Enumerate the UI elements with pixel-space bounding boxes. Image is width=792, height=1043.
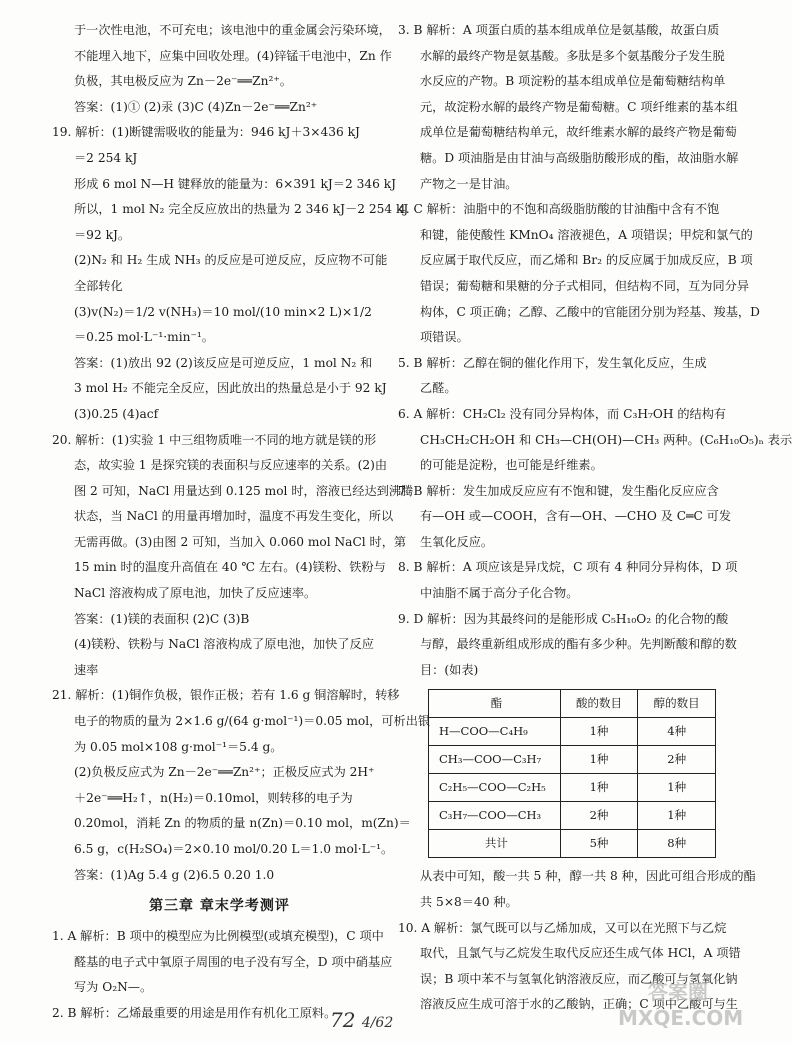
text-line: ＋2e⁻══H₂↑，n(H₂)＝0.10mol，则转移的电子为 bbox=[74, 790, 353, 805]
text-line: 无需再做。(3)由图 2 可知，当加入 0.060 mol NaCl 时，第 bbox=[74, 534, 407, 549]
text-line: 图 2 可知，NaCl 用量达到 0.125 mol 时，溶液已经达到沸腾 bbox=[74, 483, 414, 498]
text-line: (3)0.25 (4)acf bbox=[74, 406, 159, 421]
table-row bbox=[429, 746, 716, 774]
page-number: 72 bbox=[330, 1008, 356, 1032]
table-header: 醇的数目 bbox=[638, 690, 716, 718]
page-note: 4/62 bbox=[361, 1015, 394, 1031]
page-number-handwritten bbox=[330, 1010, 393, 1030]
text-line: 项错误。 bbox=[420, 330, 469, 345]
text-line: 醛基的电子式中氧原子周围的电子没有写全，D 项中硝基应 bbox=[74, 954, 393, 969]
table-cell: 1种 bbox=[638, 774, 716, 802]
table-row bbox=[429, 802, 716, 830]
text-line: 与醇，最终重新组成形成的酯有多少种。先判断酸和醇的数 bbox=[420, 637, 737, 652]
text-line: 水解的最终产物是氨基酸。多肽是多个氨基酸分子发生脱 bbox=[420, 48, 725, 63]
table-cell: 2种 bbox=[560, 802, 638, 830]
text-line: 19. 解析：(1)断键需吸收的能量为：946 kJ＋3×436 kJ bbox=[52, 125, 360, 140]
text-line: ＝2 254 kJ bbox=[74, 150, 138, 165]
text-line: 状态，当 NaCl 的用量再增加时，温度不再发生变化，所以 bbox=[74, 509, 394, 524]
text-line: 负极，其电极反应为 Zn－2e⁻══Zn²⁺。 bbox=[74, 74, 292, 89]
text-line: 乙醛。 bbox=[420, 381, 457, 396]
table-cell: 共计 bbox=[429, 830, 561, 858]
watermark-logo: 答案圈 MXQE.COM bbox=[618, 980, 744, 1030]
text-line: 2. B 解析：乙烯最重要的用途是用作有机化工原料。 bbox=[52, 1005, 337, 1020]
text-line: 答案：(1)① (2)汞 (3)C (4)Zn－2e⁻══Zn²⁺ bbox=[74, 99, 318, 114]
text-line: 9. D 解析：因为其最终问的是能形成 C₅H₁₀O₂ 的化合物的酸 bbox=[398, 611, 729, 626]
text-line: 10. A 解析：氯气既可以与乙烯加成，又可以在光照下与乙烷 bbox=[398, 920, 727, 935]
text-line: CH₃CH₂CH₂OH 和 CH₃—CH(OH)—CH₃ 两种。(C₆H₁₀O₅)ₙ 表示 bbox=[420, 432, 792, 447]
text-line: 3. B 解析：A 项蛋白质的基本组成单位是氨基酸，故蛋白质 bbox=[398, 23, 720, 37]
left-text-block bbox=[52, 18, 431, 888]
text-line: NaCl 溶液构成了原电池，加快了反应速率。 bbox=[74, 586, 317, 601]
text-line: 误；B 项中苯不与氢氧化钠溶液反应，而乙酸可与氢氧化钠 bbox=[420, 971, 738, 986]
text-line: 7. B 解析：发生加成反应应有不饱和键，发生酯化反应应含 bbox=[398, 483, 719, 498]
table-cell: 2种 bbox=[638, 746, 716, 774]
table-cell: C₃H₇—COO—CH₃ bbox=[429, 802, 561, 830]
text-line: 速率 bbox=[74, 662, 99, 677]
text-line: 错误；葡萄糖和果糖的分子式相同，但结构不同，互为同分异 bbox=[420, 278, 750, 293]
table-cell: 1种 bbox=[560, 718, 638, 746]
table-cell: C₂H₅—COO—C₂H₅ bbox=[429, 774, 561, 802]
text-line: 生氧化反应。 bbox=[420, 534, 494, 549]
table-cell: 8种 bbox=[638, 830, 716, 858]
text-line: 成单位是葡萄糖结构单元，故纤维素水解的最终产物是葡萄 bbox=[420, 125, 737, 140]
chapter-title: 第三章 章末学考测评 bbox=[149, 898, 290, 915]
text-line: 的可能是淀粉，也可能是纤维素。 bbox=[420, 458, 603, 473]
text-line: 为 0.05 mol×108 g·mol⁻¹＝5.4 g。 bbox=[74, 739, 283, 754]
text-line: 3 mol H₂ 不能完全反应，因此放出的热量总是小于 92 kJ bbox=[74, 381, 387, 396]
text-line: 1. A 解析：B 项中的模型应为比例模型(或填充模型)，C 项中 bbox=[52, 929, 384, 944]
text-line: 有—OH 或—COOH，含有—OH、—CHO 及 C═C 可发 bbox=[420, 509, 732, 524]
table-header: 酯 bbox=[429, 690, 561, 718]
text-line: 形成 6 mol N—H 键释放的能量为：6×391 kJ＝2 346 kJ bbox=[74, 176, 396, 191]
table-cell: 5种 bbox=[560, 830, 638, 858]
text-line: 5. B 解析：乙醇在铜的催化作用下，发生氧化反应，生成 bbox=[398, 355, 707, 370]
text-line: 态，故实验 1 是探究镁的表面积与反应速率的关系。(2)由 bbox=[74, 458, 388, 473]
text-line: 20. 解析：(1)实验 1 中三组物质唯一不同的地方就是镁的形 bbox=[52, 432, 377, 447]
table-row bbox=[429, 718, 716, 746]
text-line: (2)N₂ 和 H₂ 生成 NH₃ 的反应是可逆反应，反应物不可能 bbox=[74, 253, 388, 268]
table-row bbox=[429, 830, 716, 858]
text-line: 电子的物质的量为 2×1.6 g/(64 g·mol⁻¹)＝0.05 mol，可析出银 bbox=[74, 714, 431, 729]
text-line: 溶液反应生成可溶于水的乙酸钠，正确；C 项中乙酸可与生 bbox=[420, 997, 738, 1012]
text-line: 和键，能使酸性 KMnO₄ 溶液褪色，A 项错误；甲烷和氯气的 bbox=[420, 227, 753, 242]
table-cell: 1种 bbox=[560, 746, 638, 774]
text-line: 答案：(1)放出 92 (2)该反应是可逆反应，1 mol N₂ 和 bbox=[74, 355, 373, 370]
text-line: 中油脂不属于高分子化合物。 bbox=[420, 586, 579, 601]
text-line: (3)v(N₂)＝1/2 v(NH₃)＝10 mol/(10 min×2 L)×1/2 bbox=[74, 304, 372, 319]
table-cell: CH₃—COO—C₃H₇ bbox=[429, 746, 561, 774]
text-line: 全部转化 bbox=[74, 278, 123, 293]
left-column bbox=[52, 18, 431, 1027]
text-line: 所以，1 mol N₂ 完全反应放出的热量为 2 346 kJ－2 254 kJ bbox=[74, 202, 409, 217]
table-row bbox=[429, 774, 716, 802]
ester-count-table bbox=[428, 689, 716, 858]
text-line: 4. C 解析：油脂中的不饱和高级脂肪酸的甘油酯中含有不饱 bbox=[398, 202, 720, 217]
text-line: 目：(如表) bbox=[420, 662, 479, 677]
text-line: 元，故淀粉水解的最终产物是葡萄糖。C 项纤维素的基本组 bbox=[420, 99, 738, 114]
right-text-block bbox=[398, 18, 792, 683]
text-line: 反应属于取代反应，而乙烯和 Br₂ 的反应属于加成反应，B 项 bbox=[420, 253, 753, 268]
text-line: 0.20mol，消耗 Zn 的物质的量 n(Zn)＝0.10 mol，m(Zn)＝ bbox=[74, 816, 411, 831]
text-line: 8. B 解析：A 项应该是异戊烷，C 项有 4 种同分异构体，D 项 bbox=[398, 560, 738, 575]
text-line: 构体，C 项正确；乙醇、乙酸中的官能团分别为羟基、羧基，D bbox=[420, 304, 760, 319]
text-line: 6.5 g，c(H₂SO₄)＝2×0.10 mol/0.20 L＝1.0 mol·L⁻¹。 bbox=[74, 842, 394, 856]
table-cell: 1种 bbox=[638, 802, 716, 830]
text-line: 从表中可知，酸一共 5 种，醇一共 8 种，因此可组合形成的酯 bbox=[420, 869, 756, 884]
text-line: 答案：(1)镁的表面积 (2)C (3)B bbox=[74, 611, 250, 626]
text-line: (4)镁粉、铁粉与 NaCl 溶液构成了原电池，加快了反应 bbox=[74, 637, 374, 652]
text-line: 取代，且氯气与乙烷发生取代反应还生成气体 HCl，A 项错 bbox=[420, 946, 741, 961]
table-cell: 1种 bbox=[560, 774, 638, 802]
text-line: 6. A 解析：CH₂Cl₂ 没有同分异构体，而 C₃H₇OH 的结构有 bbox=[398, 406, 727, 421]
text-line: 21. 解析：(1)铜作负极，银作正极；若有 1.6 g 铜溶解时，转移 bbox=[52, 688, 400, 703]
text-line: 不能埋入地下，应集中回收处理。(4)锌锰干电池中，Zn 作 bbox=[74, 48, 392, 63]
text-line: 共 5×8＝40 种。 bbox=[420, 895, 518, 910]
table-cell: H—COO—C₄H₉ bbox=[429, 718, 561, 746]
text-line: 写为 O₂N—。 bbox=[74, 980, 153, 995]
table-cell: 4种 bbox=[638, 718, 716, 746]
text-line: 于一次性电池，不可充电；该电池中的重金属会污染环境， bbox=[74, 23, 391, 37]
text-line: 糖。D 项油脂是由甘油与高级脂肪酸形成的酯，故油脂水解 bbox=[420, 150, 739, 165]
text-line: (2)负极反应式为 Zn－2e⁻══Zn²⁺；正极反应式为 2H⁺ bbox=[74, 765, 375, 780]
text-line: ＝92 kJ。 bbox=[74, 227, 131, 242]
text-line: ＝0.25 mol·L⁻¹·min⁻¹。 bbox=[74, 330, 214, 345]
text-line: 水反应的产物。B 项淀粉的基本组成单位是葡萄糖结构单 bbox=[420, 74, 726, 89]
text-line: 答案：(1)Ag 5.4 g (2)6.5 0.20 1.0 bbox=[74, 867, 275, 882]
table-header: 酸的数目 bbox=[560, 690, 638, 718]
right-column bbox=[398, 18, 792, 1018]
table-header-row bbox=[429, 690, 716, 718]
text-line: 15 min 时的温度升高值在 40 ℃ 左右。(4)镁粉、铁粉与 bbox=[74, 560, 386, 575]
text-line: 产物之一是甘油。 bbox=[420, 176, 518, 191]
